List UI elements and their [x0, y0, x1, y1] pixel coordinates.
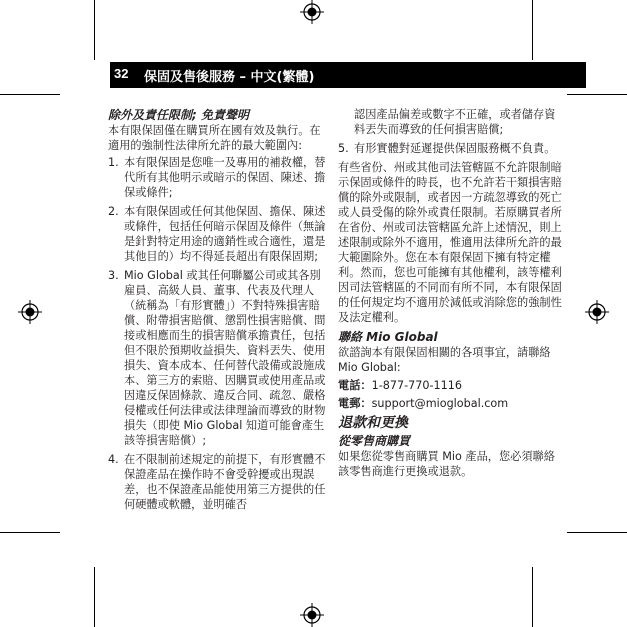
crop-mark: [567, 532, 627, 533]
crop-mark: [94, 567, 95, 627]
list-item: [108, 452, 330, 512]
page-number: 32: [114, 66, 129, 81]
crop-mark: [532, 567, 533, 627]
phone-line: [338, 378, 566, 393]
registration-mark-icon: [300, 603, 324, 627]
crop-mark: [94, 0, 95, 60]
phone-number[interactable]: 1-877-770-1116: [371, 379, 462, 392]
exclusions-intro: 本有限保固僅在購買所在國有效及執行。在適用的強制性法律所允許的最大範圍內:: [108, 124, 321, 152]
list-item-number: 2.: [108, 205, 119, 218]
list-item-number: 3.: [108, 269, 119, 282]
subheading-retail: 從零售商購買: [338, 434, 411, 448]
list-item-text: Mio Global 或其任何聯屬公司或其各別雇員、高級人員、董事、代表及代理人（統稱為「有形實體」）不對特殊損害賠償、附帶損害賠償、懲罰性損害賠償、間接或相應而生的損害賠償承擔責任，包括但不限於預期收益損失、資料丟失、使用損失、資本成本、任何替代設備或設施成本、第三方的索賠、因購買或使用產品或因違反保固條款、違反合同、疏忽、嚴格侵權或任何法律或法律理論而導致的財物損失（即使 Mio Global 知道可能會產生該等損害賠償）;: [124, 269, 326, 447]
registration-mark-icon: [300, 0, 324, 24]
exclusions-list-cont: [338, 141, 566, 156]
list-item-text: 本有限保固是您唯一及專用的補救權，替代所有其他明示或暗示的保固、陳述、擔保或條件;: [124, 156, 326, 199]
list-item: [338, 141, 566, 156]
section-heading-returns: 退款和更換: [338, 415, 408, 431]
crop-mark: [0, 532, 60, 533]
crop-mark: [532, 0, 533, 60]
exclusions-list: [108, 155, 330, 512]
list-item: [108, 268, 330, 448]
list-item-continuation: 認因產品偏差或數字不正確，或者儲存資料丟失而導致的任何損害賠償;: [354, 108, 556, 136]
list-item-text: 在不限制前述規定的前提下，有形實體不保證產品在操作時不會受幹擾或出現誤差，也不保證產品能使用第三方提供的任何硬體或軟體，並明確否: [124, 453, 326, 511]
list-item-number: 4.: [108, 453, 119, 466]
registration-mark-icon: [585, 300, 609, 324]
section-heading-exclusions: 除外及責任限制; 免責聲明: [108, 108, 249, 122]
list-item: [108, 204, 330, 264]
crop-mark: [567, 94, 627, 95]
list-item-text: 本有限保固或任何其他保固、擔保、陳述或條件，包括任何暗示保固及條件（無論是針對特定用途的適銷性或合適性，還是其他目的）均不得延長超出有限保固期;: [124, 205, 326, 263]
jurisdiction-paragraph: 有些省份、州或其他司法管轄區不允許限制暗示保固或條件的時長，也不允許若干類損害賠償的除外或限制，或者因一方疏忽導致的死亡或人員受傷的除外或責任限制。若原購買者所在省份、州或司法管轄區允許上述情況，則上述限制或除外不適用，惟適用法律所允許的最大範圍除外。您在本有限保固下擁有特定權利。然而，您也可能擁有其他權利，該等權利因司法管轄區的不同而有所不同，本有限保固的任何規定均不適用於減低或消除您的強制性及法定權利。: [338, 161, 562, 324]
list-item: [108, 155, 330, 200]
page-header: [110, 62, 586, 88]
email-address[interactable]: support@mioglobal.com: [371, 397, 509, 410]
retail-paragraph: 如果您從零售商購買 Mio 產品，您必須聯絡該零售商進行更換或退款。: [338, 450, 555, 478]
phone-label: 電話：: [338, 379, 372, 392]
contact-intro: 欲諮詢本有限保固相關的各項事宜，請聯絡 Mio Global:: [338, 346, 551, 374]
section-heading-contact: 聯絡 Mio Global: [338, 330, 438, 344]
email-line: [338, 396, 566, 411]
list-item-number: 1.: [108, 156, 119, 169]
registration-mark-icon: [18, 300, 42, 324]
right-column: [338, 107, 566, 479]
left-column: [108, 107, 330, 516]
email-label: 電郵：: [338, 397, 372, 410]
page-title: 保固及售後服務 – 中文(繁體): [144, 70, 315, 85]
list-item-text: 有形實體對延遲提供保固服務概不負責。: [354, 142, 556, 155]
list-item-number: 5.: [338, 142, 349, 155]
crop-mark: [0, 94, 60, 95]
